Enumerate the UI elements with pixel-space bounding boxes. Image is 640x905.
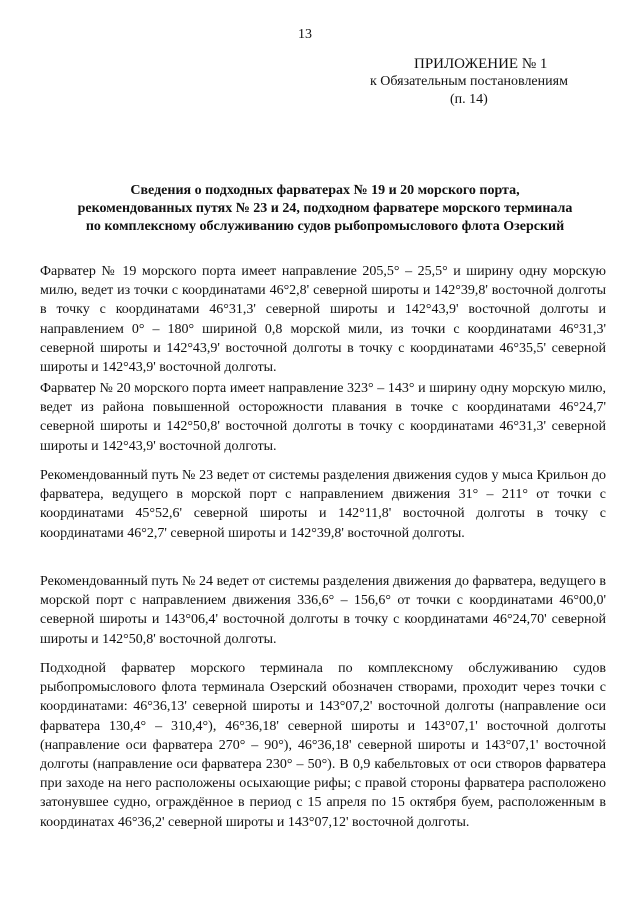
paragraph-text: Подходной фарватер морского терминала по комплексному обслуживанию судов рыбопромыслового флота терминала Озерский обозначен створами, проходит через точки с координатами: 46°36,13' северной широты и 143°07,2' восточной долготы (направление оси фарватера 130,4° – 310,4°), 46°36,18' северной широты и 143°07,1' восточной долготы (направление оси фарватера 270° – 90°), 46°36,18' северной широты и 143°07,1' восточной долготы (направление оси фарватера 230° – 50°). В 0,9 кабельтовых от оси створов фарватера при заходе на него расположены осыхающие рифы; с правой стороны фарватера расположено затонувшее судно, ограждённое в период с 15 апреля по 15 октября буем, расположенным в координатах 46°36,2' северной широты и 143°07,12' восточной долготы. xyxy=(40,661,606,830)
appendix-title: ПРИЛОЖЕНИЕ № 1 xyxy=(414,56,548,72)
paragraph-terminal-fairway xyxy=(40,659,606,832)
title-line-3: по комплексному обслуживанию судов рыбопромыслового флота Озерский xyxy=(85,219,565,234)
paragraph-text: Рекомендованный путь № 23 ведет от системы разделения движения судов у мыса Крильон до фарватера, ведущего в морской порт с направлением движения 31° – 211° от точки с координатами 45°52,6' северной широты и 142°11,8' восточной долготы в точку с координатами 46°2,7' северной широты и 142°39,8' восточной долготы. xyxy=(40,468,606,541)
title-line-1: Сведения о подходных фарватерах № 19 и 20 морского порта, xyxy=(130,183,520,198)
document-title xyxy=(40,182,610,236)
paragraph-text: Фарватер № 20 морского порта имеет направление 323° – 143° и ширину одну морскую милю, ведет из района повышенной осторожности плавания в точке с координатами 46°24,7' северной широты и 142°50,8' восточной долготы в точку с координатами 46°31,3' северной широты и 142°43,9' восточной долготы. xyxy=(40,381,606,454)
appendix-header xyxy=(330,55,630,109)
paragraph-route-23 xyxy=(40,466,606,543)
paragraph-text: Фарватер № 19 морского порта имеет направление 205,5° – 25,5° и ширину одну морскую милю, ведет из точки с координатами 46°2,8' северной широты и 142°39,8' восточной долготы в точку с координатами 46°31,3' северной широты и 142°43,9' восточной долготы и направлением 0° – 180° шириной 0,8 морской мили, из точки с координатами 46°31,3' северной широты и 142°43,9' восточной долготы в точку с координатами 46°35,5' северной широты и 142°43,9' восточной долготы. xyxy=(40,264,606,376)
title-line-2: рекомендованных путях № 23 и 24, подходном фарватере морского терминала xyxy=(77,201,573,216)
appendix-clause: (п. 14) xyxy=(450,92,488,107)
appendix-reference: к Обязательным постановлениям xyxy=(370,74,568,89)
paragraph-route-24 xyxy=(40,572,606,649)
page-number: 13 xyxy=(298,27,312,42)
paragraph-text: Рекомендованный путь № 24 ведет от системы разделения движения до фарватера, ведущего в морской порт с направлением движения 336,6° – 156,6° от точки с координатами 46°00,0' северной широты и 143°06,4' восточной долготы в точку с координатами 46°24,70' северной широты и 142°50,8' восточной долготы. xyxy=(40,574,606,647)
paragraph-fairway-20 xyxy=(40,379,606,456)
paragraph-fairway-19 xyxy=(40,262,606,377)
